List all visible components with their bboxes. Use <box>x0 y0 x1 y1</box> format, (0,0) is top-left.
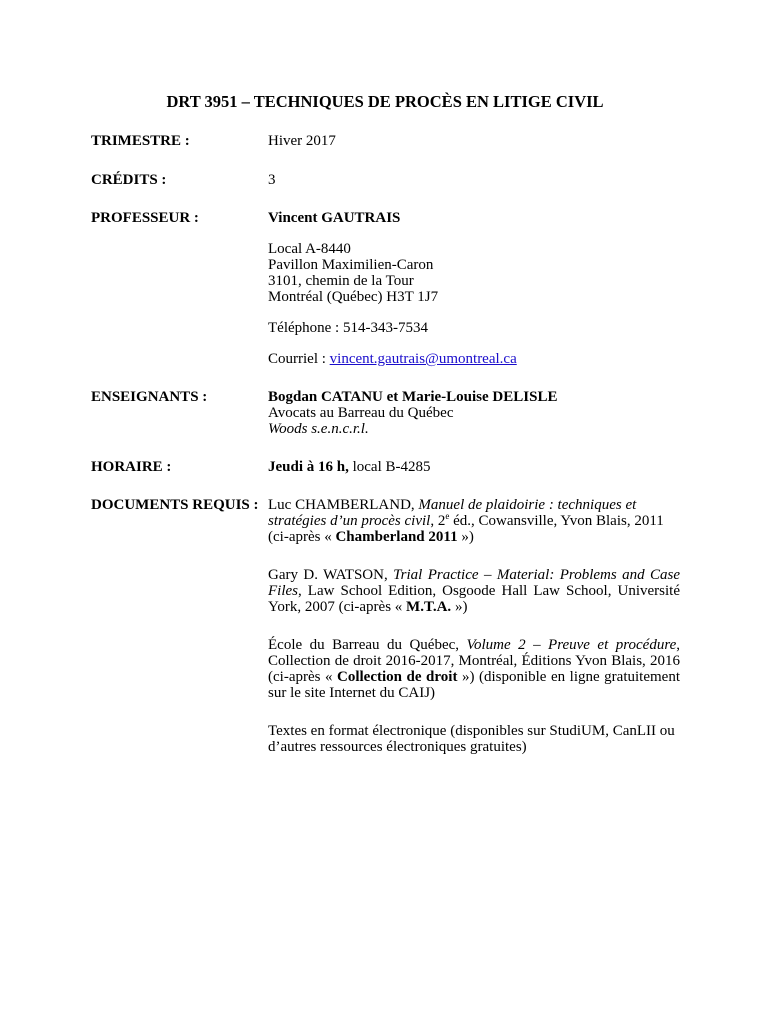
credits-value: 3 <box>268 172 276 188</box>
document-item: Luc CHAMBERLAND, Manuel de plaidoirie : techniques et stratégies d’un procès civil, 2e éd., Cowansville, Yvon Blais, 2011 (ci-après « Chamberland 2011 ») <box>268 497 664 545</box>
documents-list <box>268 497 680 755</box>
enseignants-label: ENSEIGNANTS : <box>91 389 208 405</box>
professeur-label: PROFESSEUR : <box>91 210 199 226</box>
courriel-label: Courriel : <box>268 351 330 367</box>
enseignants-block <box>268 389 680 437</box>
enseignants-firm: Woods s.e.n.c.r.l. <box>268 421 369 437</box>
enseignants-title: Avocats au Barreau du Québec <box>268 405 454 421</box>
horaire-value <box>268 459 680 475</box>
horaire-room: local B-4285 <box>348 459 431 475</box>
horaire-label: HORAIRE : <box>91 459 172 475</box>
professeur-address-line: 3101, chemin de la Tour <box>268 273 414 289</box>
professeur-address-line: Montréal (Québec) H3T 1J7 <box>268 289 439 305</box>
professeur-name: Vincent GAUTRAIS <box>268 210 401 226</box>
documents-label: DOCUMENTS REQUIS : <box>91 497 259 513</box>
professeur-block <box>268 210 680 367</box>
professeur-telephone: Téléphone : 514-343-7534 <box>268 320 428 336</box>
professeur-courriel <box>268 351 680 367</box>
horaire-day: Jeudi à 16 h, <box>268 459 349 475</box>
enseignants-names: Bogdan CATANU et Marie-Louise DELISLE <box>268 389 558 405</box>
trimestre-value: Hiver 2017 <box>268 133 336 149</box>
trimestre-label: TRIMESTRE : <box>91 133 190 149</box>
document-item: École du Barreau du Québec, Volume 2 – Preuve et procédure, Collection de droit 2016-2017, Montréal, Éditions Yvon Blais, 2016 (ci-après « Collection de droit ») (disponible en ligne gratuitement sur le site Internet du CAIJ) <box>268 637 681 701</box>
document-item: Textes en format électronique (disponibles sur StudiUM, CanLII ou d’autres ressources électroniques gratuites) <box>268 723 675 755</box>
professeur-address-line: Local A-8440 <box>268 241 351 257</box>
professeur-address-line: Pavillon Maximilien-Caron <box>268 257 434 273</box>
credits-label: CRÉDITS : <box>91 172 167 188</box>
course-title: DRT 3951 – TECHNIQUES DE PROCÈS EN LITIGE CIVIL <box>166 92 604 111</box>
email-link[interactable]: vincent.gautrais@umontreal.ca <box>329 351 517 367</box>
document-item: Gary D. WATSON, Trial Practice – Material: Problems and Case Files, Law School Edition, Osgoode Hall Law School, Université York, 2007 (ci-après « M.T.A. ») <box>268 567 681 615</box>
